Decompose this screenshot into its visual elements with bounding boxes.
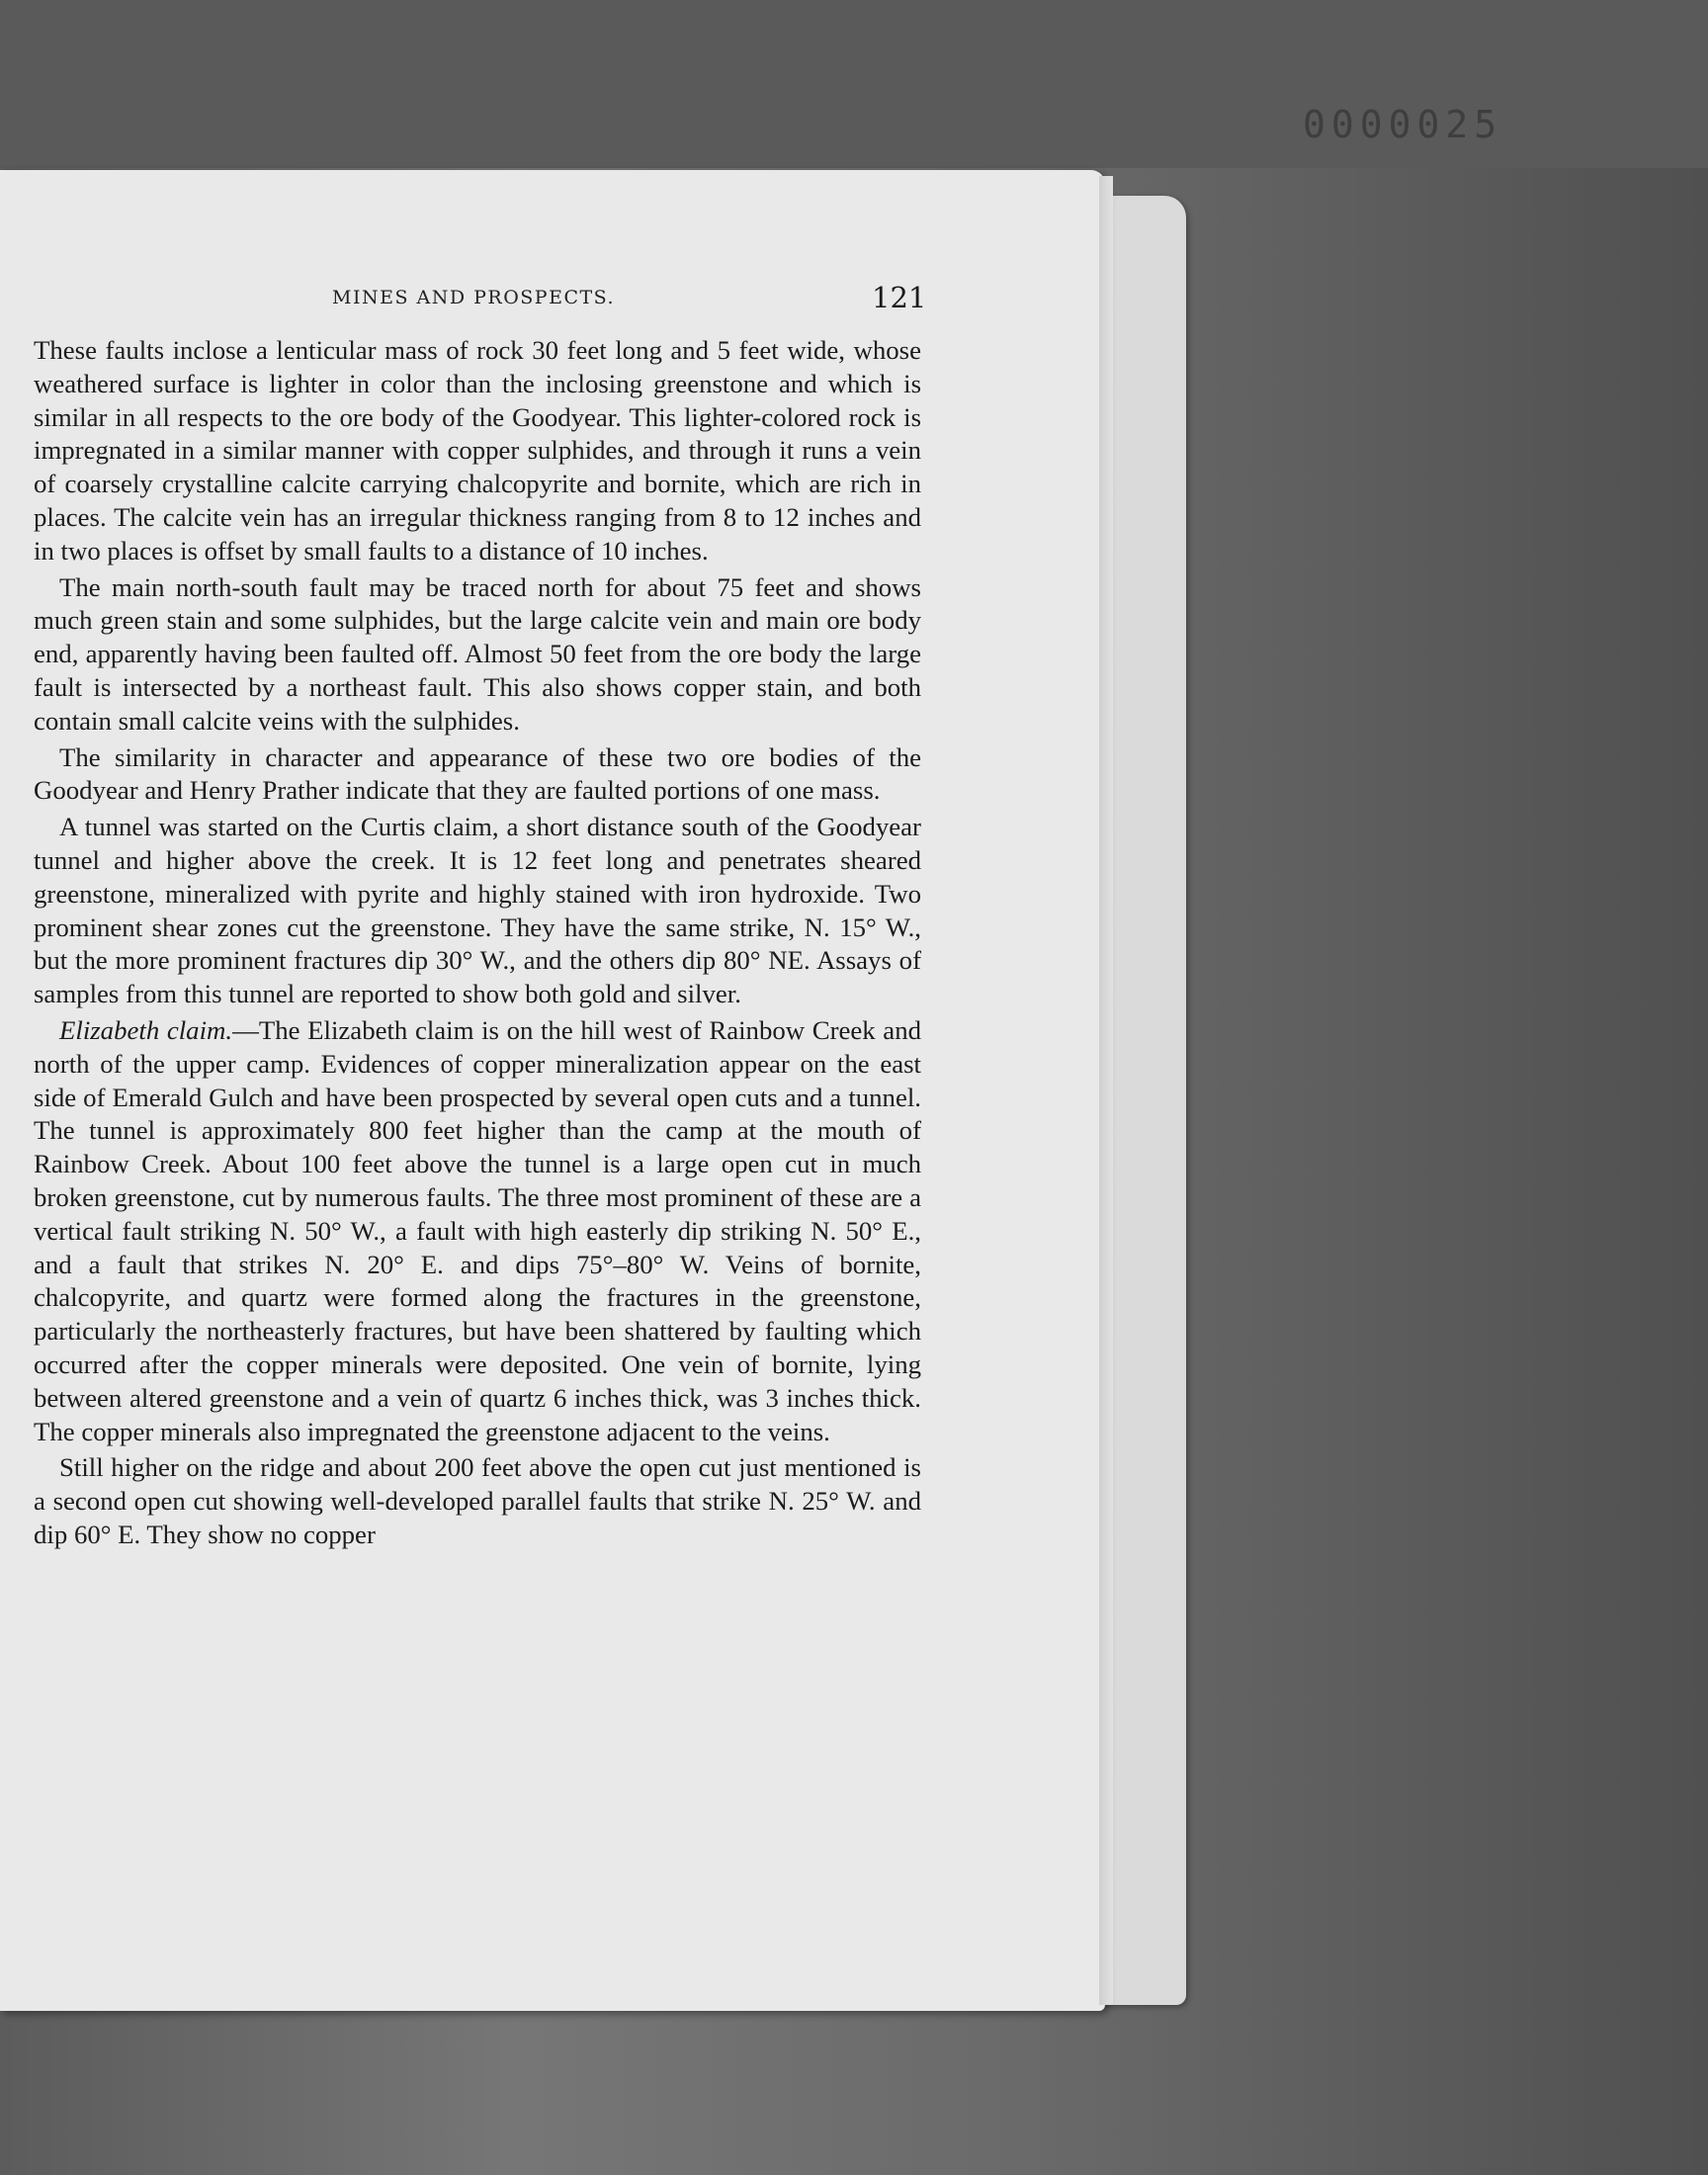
section-lead: Elizabeth claim. [59,1014,233,1045]
paragraph: The main north-south fault may be traced north for about 75 feet and shows much green stain and some sulphides, but the large calcite vein and main ore body end, apparently having been faulted off. Almost 50 feet from the ore body the large fault is intersected by a northeast fault. This also shows copper stain, and both contain small calcite veins with the sulphides. [34,571,921,736]
paragraph-text: —The Elizabeth claim is on the hill west of Rainbow Creek and north of the upper camp. Evidences of copper mineralization appear on the east side of Emerald Gulch and have been prospected by several open cuts and a tunnel. The tunnel is approximately 800 feet higher than the camp at the mouth of Rainbow Creek. About 100 feet above the tunnel is a large open cut in much broken greenstone, cut by numerous faults. The three most prominent of these are a vertical fault striking N. 50° W., a fault with high easterly dip striking N. 50° E., and a fault that strikes N. 20° E. and dips 75°–80° W. Veins of bornite, chalcopyrite, and quartz were formed along the fractures in the greenstone, particularly the northeasterly fractures, but have been shattered by faulting which occurred after the copper minerals were deposited. One vein of bornite, lying between altered greenstone and a vein of quartz 6 inches thick, was 3 inches thick. The copper minerals also impregnated the greenstone adjacent to the veins. [34,1014,921,1446]
paragraph: The similarity in character and appearance of these two ore bodies of the Goodyear and Henry Prather indicate that they are faulted portions of one mass. [34,741,921,806]
paragraph: A tunnel was started on the Curtis claim, a short distance south of the Goodyear tunnel and higher above the creek. It is 12 feet long and penetrates sheared greenstone, mineralized with pyrite and highly stained with iron hydroxide. Two prominent shear zones cut the greenstone. They have the same strike, N. 15° W., but the more prominent fractures dip 30° W., and the others dip 80° NE. Assays of samples from this tunnel are reported to show both gold and silver. [34,812,921,1009]
page-edge [1099,176,1113,2005]
body-text [34,334,921,1552]
paragraph: Still higher on the ridge and about 200 feet above the open cut just mentioned is a second open cut showing well-developed parallel faults that strike N. 25° W. and dip 60° E. They show no copper [34,1452,921,1549]
page-number: 121 [872,281,927,314]
document-id-stamp: 0000025 [1303,103,1503,146]
paragraph [34,1014,921,1448]
paragraph: These faults inclose a lenticular mass of rock 30 feet long and 5 feet wide, whose weathered surface is lighter in color than the inclosing greenstone and which is similar in all respects to the ore body of the Goodyear. This lighter-colored rock is impregnated in a similar manner with copper sulphides, and through it runs a vein of coarsely crystalline calcite carrying chalcopyrite and bornite, which are rich in places. The calcite vein has an irregular thickness ranging from 8 to 12 inches and in two places is offset by small faults to a distance of 10 inches. [34,335,921,566]
running-head: MINES AND PROSPECTS. [332,287,616,308]
